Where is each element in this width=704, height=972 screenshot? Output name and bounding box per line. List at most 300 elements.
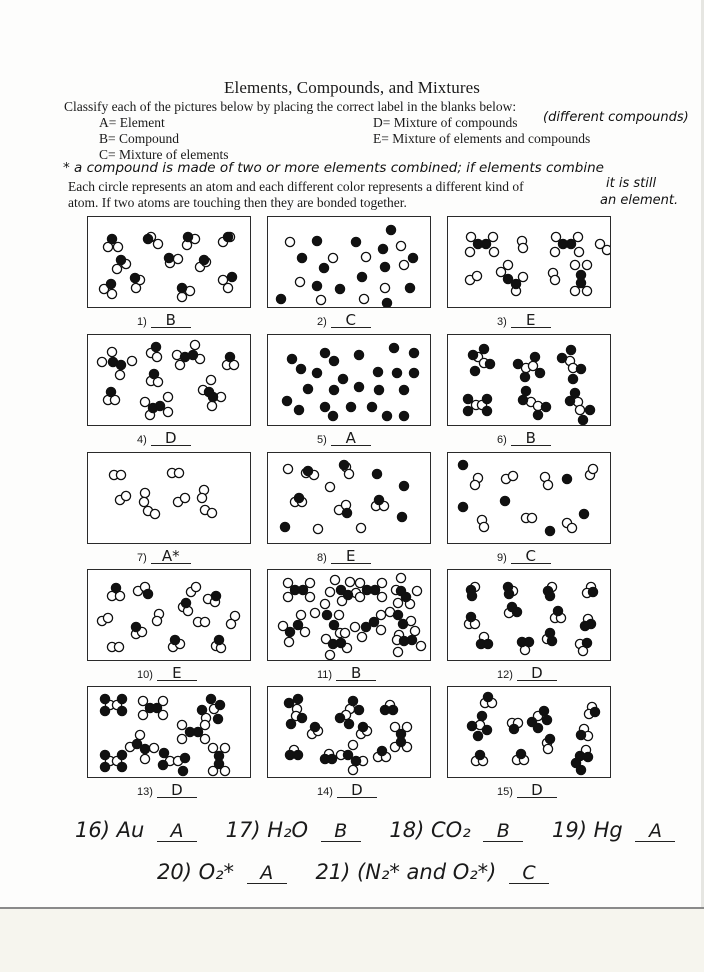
black-atom (100, 694, 109, 703)
answer-blank[interactable]: A (331, 431, 371, 446)
diagram-box-14 (267, 686, 431, 778)
q19-answer[interactable]: A (635, 821, 675, 842)
diagram-box-13 (87, 686, 251, 778)
white-atom (180, 493, 189, 502)
black-atom (370, 585, 379, 594)
white-atom (472, 271, 481, 280)
white-atom (310, 608, 319, 617)
white-atom (376, 625, 385, 634)
diagram-box-1 (87, 216, 251, 308)
white-atom (543, 744, 552, 753)
question-label-11 (317, 666, 376, 681)
atom-diagram (268, 453, 430, 543)
black-atom (170, 635, 179, 644)
q18-number: 18) (389, 818, 425, 842)
black-atom (111, 583, 120, 592)
black-atom (409, 348, 418, 357)
answer-blank[interactable]: D (337, 783, 377, 798)
black-atom (106, 387, 115, 396)
black-atom (399, 411, 408, 420)
diagram-box-15 (447, 686, 611, 778)
black-atom (378, 244, 387, 253)
black-atom (280, 522, 289, 531)
answer-blank[interactable]: D (157, 783, 197, 798)
black-atom (354, 382, 363, 391)
black-atom (367, 402, 376, 411)
black-atom (377, 746, 386, 755)
black-atom (357, 272, 366, 281)
question-label-15 (497, 783, 557, 798)
black-atom (282, 396, 291, 405)
black-atom (155, 401, 164, 410)
answer-blank[interactable]: E (157, 666, 197, 681)
q19-formula: Hg (593, 818, 623, 842)
question-number: 13) (137, 786, 153, 798)
black-atom (100, 762, 109, 771)
black-atom (312, 236, 321, 245)
white-atom (325, 650, 334, 659)
black-atom (227, 272, 236, 281)
white-atom (470, 480, 479, 489)
black-atom (130, 273, 139, 282)
question-label-12 (497, 666, 557, 681)
black-atom (473, 731, 482, 740)
black-atom (479, 344, 488, 353)
black-atom (389, 343, 398, 352)
black-atom (339, 460, 348, 469)
answer-blank[interactable]: E (331, 549, 371, 564)
answer-blank[interactable]: D (151, 431, 191, 446)
black-atom (342, 508, 351, 517)
black-atom (521, 386, 530, 395)
black-atom (458, 460, 467, 469)
black-atom (483, 692, 492, 701)
black-atom (397, 512, 406, 521)
white-atom (543, 480, 552, 489)
white-atom (200, 734, 209, 743)
question-label-7 (137, 549, 191, 564)
black-atom (338, 374, 347, 383)
black-atom (582, 638, 591, 647)
white-atom (479, 522, 488, 531)
black-atom (100, 706, 109, 715)
q16-answer[interactable]: A (157, 821, 197, 842)
black-atom (470, 366, 479, 375)
black-atom (287, 354, 296, 363)
black-atom (369, 617, 378, 626)
white-atom (112, 264, 121, 273)
white-atom (503, 260, 512, 269)
white-atom (328, 253, 337, 262)
white-atom (174, 468, 183, 477)
white-atom (377, 592, 386, 601)
question-label-13 (137, 783, 197, 798)
black-atom (408, 253, 417, 262)
white-atom (116, 470, 125, 479)
black-atom (178, 766, 187, 775)
white-atom (410, 626, 419, 635)
q20-formula: O₂* (198, 860, 235, 884)
black-atom (566, 345, 575, 354)
white-atom (325, 587, 334, 596)
black-atom (580, 621, 589, 630)
question-number: 11) (317, 669, 333, 681)
q17-number: 17) (225, 818, 261, 842)
white-atom (412, 586, 421, 595)
black-atom (183, 232, 192, 241)
white-atom (396, 241, 405, 250)
question-label-8 (317, 549, 371, 564)
black-atom (131, 622, 140, 631)
black-atom (458, 502, 467, 511)
q20-number: 20) (157, 860, 192, 884)
white-atom (197, 493, 206, 502)
black-atom (151, 342, 160, 351)
answer-blank[interactable]: C (331, 313, 371, 328)
diagram-box-12 (447, 569, 611, 661)
black-atom (524, 637, 533, 646)
answer-blank[interactable]: E (511, 313, 551, 328)
key-e: E= Mixture of elements and compounds (373, 131, 591, 146)
white-atom (334, 610, 343, 619)
black-atom (578, 415, 587, 424)
q19-number: 19) (552, 818, 587, 842)
white-atom (200, 720, 209, 729)
black-atom (343, 590, 352, 599)
white-atom (153, 239, 162, 248)
question-number: 6) (497, 434, 507, 446)
black-atom (116, 255, 125, 264)
black-atom (320, 402, 329, 411)
atom-diagram (268, 335, 430, 425)
black-atom (351, 237, 360, 246)
black-atom (223, 232, 232, 241)
black-atom (468, 350, 477, 359)
black-atom (500, 496, 509, 505)
question-number: 5) (317, 434, 327, 446)
black-atom (193, 727, 202, 736)
atom-diagram (448, 453, 610, 543)
black-atom (386, 225, 395, 234)
black-atom (208, 392, 217, 401)
black-atom (214, 635, 223, 644)
black-atom (553, 606, 562, 615)
atom-diagram (88, 453, 250, 543)
black-atom (107, 234, 116, 243)
white-atom (283, 578, 292, 587)
white-atom (140, 397, 149, 406)
white-atom (508, 471, 517, 480)
white-atom (285, 237, 294, 246)
white-atom (283, 592, 292, 601)
black-atom (177, 283, 186, 292)
white-atom (345, 577, 354, 586)
black-atom (401, 592, 410, 601)
black-atom (346, 402, 355, 411)
q16-number: 16) (75, 818, 110, 842)
white-atom (399, 260, 408, 269)
black-atom (516, 749, 525, 758)
white-atom (316, 295, 325, 304)
black-atom (475, 750, 484, 759)
black-atom (481, 239, 490, 248)
black-atom (312, 368, 321, 377)
black-atom (181, 598, 190, 607)
white-atom (527, 513, 536, 522)
black-atom (392, 368, 401, 377)
white-atom (348, 765, 357, 774)
black-atom (399, 481, 408, 490)
diagram-box-8 (267, 452, 431, 544)
black-atom (358, 722, 367, 731)
black-atom (164, 253, 173, 262)
white-atom (200, 617, 209, 626)
white-atom (226, 619, 235, 628)
q21-formula: (N₂* and O₂*) (357, 860, 497, 884)
black-atom (520, 372, 529, 381)
black-atom (545, 734, 554, 743)
black-atom (100, 750, 109, 759)
black-atom (180, 753, 189, 762)
black-atom (399, 385, 408, 394)
white-atom (528, 361, 537, 370)
black-atom (286, 719, 295, 728)
white-atom (550, 247, 559, 256)
atom-diagram (448, 687, 610, 777)
white-atom (588, 464, 597, 473)
q17-answer[interactable]: B (321, 821, 361, 842)
atom-diagram (88, 570, 250, 660)
black-atom (467, 721, 476, 730)
white-atom (296, 610, 305, 619)
white-atom (295, 277, 304, 286)
question-label-10 (137, 666, 197, 681)
q21-answer[interactable]: C (509, 863, 549, 884)
white-atom (355, 578, 364, 587)
white-atom (361, 252, 370, 261)
white-atom (135, 730, 144, 739)
black-atom (535, 368, 544, 377)
black-atom (329, 356, 338, 365)
black-atom (533, 410, 542, 419)
q20-answer[interactable]: A (247, 863, 287, 884)
black-atom (117, 706, 126, 715)
diagram-box-5 (267, 334, 431, 426)
black-atom (562, 474, 571, 483)
white-atom (139, 497, 148, 506)
handwritten-note-margin-1: it is still (606, 176, 657, 191)
white-atom (330, 575, 339, 584)
white-atom (138, 696, 147, 705)
white-atom (283, 464, 292, 473)
white-atom (573, 232, 582, 241)
black-atom (117, 694, 126, 703)
black-atom (398, 619, 407, 628)
atom-diagram (448, 335, 610, 425)
black-atom (541, 402, 550, 411)
atom-diagram (448, 217, 610, 307)
black-atom (590, 707, 599, 716)
black-atom (542, 715, 551, 724)
black-atom (116, 360, 125, 369)
black-atom (576, 765, 585, 774)
white-atom (97, 357, 106, 366)
white-atom (344, 469, 353, 478)
question-label-3 (497, 313, 551, 328)
answer-blank[interactable]: B (151, 313, 191, 328)
instructions: Classify each of the pictures below by placing the correct label in the blanks below: (64, 99, 517, 114)
answer-blank[interactable]: B (336, 666, 376, 681)
white-atom (416, 641, 425, 650)
white-atom (575, 405, 584, 414)
white-atom (574, 247, 583, 256)
black-atom (533, 723, 542, 732)
black-atom (576, 730, 585, 739)
black-atom (576, 278, 585, 287)
black-atom (140, 744, 149, 753)
body-line-1: Each circle represents an atom and each different color represents a different kind of (68, 179, 524, 194)
black-atom (284, 698, 293, 707)
black-atom (106, 279, 115, 288)
atom-diagram (88, 217, 250, 307)
white-atom (113, 242, 122, 251)
question-number: 7) (137, 552, 147, 564)
black-atom (372, 469, 381, 478)
white-atom (140, 754, 149, 763)
black-atom (407, 635, 416, 644)
question-number: 4) (137, 434, 147, 446)
black-atom (409, 368, 418, 377)
white-atom (393, 598, 402, 607)
white-atom (177, 292, 186, 301)
answer-blank[interactable]: C (511, 549, 551, 564)
white-atom (127, 356, 136, 365)
white-atom (300, 627, 309, 636)
black-atom (296, 364, 305, 373)
question-label-9 (497, 549, 551, 564)
black-atom (374, 495, 383, 504)
atom-diagram (88, 687, 250, 777)
atom-diagram (268, 687, 430, 777)
black-atom (374, 385, 383, 394)
black-atom (466, 612, 475, 621)
black-atom (206, 694, 215, 703)
diagram-box-3 (447, 216, 611, 308)
white-atom (518, 243, 527, 252)
question-label-14 (317, 783, 377, 798)
black-atom (294, 493, 303, 502)
answer-blank[interactable]: D (517, 666, 557, 681)
answer-blank[interactable]: A* (151, 549, 191, 564)
white-atom (602, 245, 610, 254)
black-atom (348, 696, 357, 705)
key-d: D= Mixture of compounds (373, 115, 518, 130)
handwritten-row-2 (157, 860, 571, 884)
black-atom (344, 719, 353, 728)
white-atom (207, 401, 216, 410)
key-d-handwritten-note: (different compounds) (543, 110, 689, 125)
atom-diagram (268, 217, 430, 307)
diagram-box-4 (87, 334, 251, 426)
white-atom (393, 647, 402, 656)
white-atom (357, 632, 366, 641)
key-a: A= Element (99, 115, 165, 130)
black-atom (343, 750, 352, 759)
black-atom (351, 756, 360, 765)
black-atom (504, 589, 513, 598)
black-atom (215, 700, 224, 709)
q21-number: 21) (315, 860, 351, 884)
handwritten-row-1 (75, 818, 697, 842)
black-atom (297, 253, 306, 262)
white-atom (107, 347, 116, 356)
question-number: 12) (497, 669, 513, 681)
key-c: C= Mixture of elements (99, 147, 229, 162)
question-number: 2) (317, 316, 327, 328)
black-atom (477, 711, 486, 720)
question-number: 8) (317, 552, 327, 564)
white-atom (177, 734, 186, 743)
white-atom (396, 573, 405, 582)
black-atom (143, 234, 152, 243)
worksheet-title: Elements, Compounds, and Mixtures (224, 78, 480, 97)
black-atom (565, 396, 574, 405)
black-atom (117, 750, 126, 759)
white-atom (380, 283, 389, 292)
black-atom (405, 283, 414, 292)
black-atom (152, 703, 161, 712)
black-atom (511, 279, 520, 288)
black-atom (143, 589, 152, 598)
white-atom (220, 743, 229, 752)
diagram-box-9 (447, 452, 611, 544)
diagram-box-11 (267, 569, 431, 661)
answer-blank[interactable]: D (517, 783, 557, 798)
black-atom (303, 384, 312, 393)
q16-formula: Au (116, 818, 145, 842)
black-atom (566, 239, 575, 248)
black-atom (539, 706, 548, 715)
white-atom (325, 482, 334, 491)
q17-formula: H₂O (267, 818, 309, 842)
black-atom (327, 754, 336, 763)
answer-blank[interactable]: B (511, 431, 551, 446)
black-atom (298, 585, 307, 594)
black-atom (482, 725, 491, 734)
black-atom (285, 627, 294, 636)
black-atom (547, 636, 556, 645)
black-atom (336, 638, 345, 647)
question-label-2 (317, 313, 371, 328)
black-atom (319, 263, 328, 272)
black-atom (211, 591, 220, 600)
body-line-2: atom. If two atoms are touching then they are bonded together. (68, 195, 407, 210)
black-atom (509, 724, 518, 733)
white-atom (359, 294, 368, 303)
question-label-5 (317, 431, 371, 446)
question-number: 15) (497, 786, 513, 798)
white-atom (177, 720, 186, 729)
white-atom (152, 616, 161, 625)
white-atom (115, 370, 124, 379)
question-number: 1) (137, 316, 147, 328)
diagram-box-6 (447, 334, 611, 426)
white-atom (107, 289, 116, 298)
black-atom (382, 411, 391, 420)
black-atom (393, 610, 402, 619)
q18-answer[interactable]: B (483, 821, 523, 842)
black-atom (354, 350, 363, 359)
